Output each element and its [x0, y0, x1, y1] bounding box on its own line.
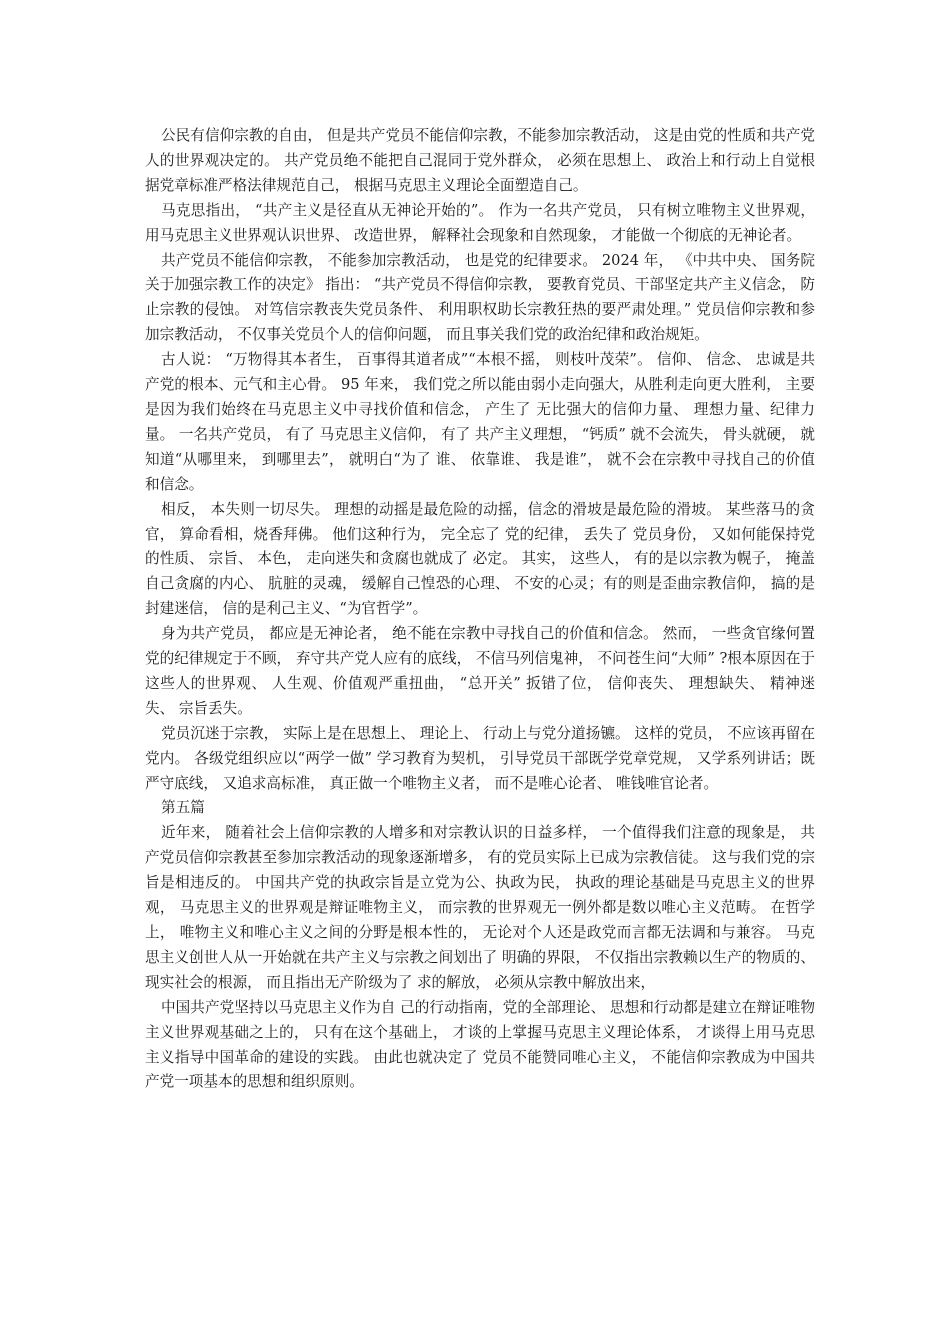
paragraph-7: 党员沉迷于宗教， 实际上是在思想上、 理论上、 行动上与党分道扬镳。 这样的党员， 不应该再留在党内。 各级党组织应以“两学一做” 学习教育为契机， 引导党员干部既学党章党规， 又学系列讲话；既严守底线， 又追求高标准， 真正做一个唯物主义者， 而不是唯心论者、 唯钱唯官论者。 — [145, 724, 815, 792]
document-body — [145, 124, 815, 1095]
paragraph-2: 马克思指出， “共产主义是径直从无神论开始的”。 作为一名共产党员， 只有树立唯物主义世界观， 用马克思主义世界观认识世界、 改造世界， 解释社会现象和自然现象， 才能做一个彻底的无神论者。 — [145, 201, 815, 244]
paragraph-4: 古人说： “万物得其本者生， 百事得其道者成”“本根不摇， 则枝叶茂荣”。 信仰、 信念、 忠诚是共产党的根本、元气和主心骨。 95 年来， 我们党之所以能由弱小走向强大，从胜利走向更大胜利， 主要是因为我们始终在马克思主义中寻找价值和信念， 产生了 无比强大的信仰力量、 理想力量、纪律力量。 一名共产党员， 有了 马克思主义信仰， 有了 共产主义理想， “钙质” 就不会流失， 骨头就硬， 就知道“从哪里来， 到哪里去”， 就明白“为了 谁、 依靠谁、 我是谁”， 就不会在宗教中寻找自己的价值和信念。 — [145, 351, 815, 493]
paragraph-1: 公民有信仰宗教的自由， 但是共产党员不能信仰宗教，不能参加宗教活动， 这是由党的性质和共产党人的世界观决定的。 共产党员绝不能把自己混同于党外群众， 必须在思想上、 政治上和行动上自觉根据党章标准严格法律规范自己， 根据马克思主义理论全面塑造自己。 — [145, 127, 815, 194]
section-heading: 第五篇 — [161, 799, 205, 817]
paragraph-6: 身为共产党员， 都应是无神论者， 绝不能在宗教中寻找自己的价值和信念。 然而， 一些贪官缘何置党的纪律规定于不顾， 弃守共产党人应有的底线， 不信马列信鬼神， 不问苍生问“大师” ?根本原因在于这些人的世界观、 人生观、价值观严重扭曲， “总开关” 扳错了位， 信仰丧失、 理想缺失、 精神迷失、 宗旨丢失。 — [145, 625, 815, 717]
paragraph-8: 近年来， 随着社会上信仰宗教的人增多和对宗教认识的日益多样， 一个值得我们注意的现象是， 共产党员信仰宗教甚至参加宗教活动的现象逐渐增多， 有的党员实际上已成为宗教信徒。 这与我们党的宗旨是相违反的。 中国共产党的执政宗旨是立党为公、执政为民， 执政的理论基础是马克思主义的世界观， 马克思主义的世界观是辩证唯物主义， 而宗教的世界观无一例外都是数以唯心主义范畴。 在哲学上， 唯物主义和唯心主义之间的分野是根本性的， 无论对个人还是政党而言都无法调和与兼容。 马克思主义创世人从一开始就在共产主义与宗教之间划出了 明确的界限， 不仅指出宗教赖以生产的物质的、 现实社会的根源， 而且指出无产阶级为了 求的解放， 必须从宗教中解放出来， — [145, 824, 815, 991]
paragraph-9: 中国共产党坚持以马克思主义作为自 己的行动指南，党的全部理论、 思想和行动都是建立在辩证唯物主义世界观基础之上的， 只有在这个基础上， 才谈的上掌握马克思主义理论体系， 才谈得上用马克思主义指导中国革命的建设的实践。 由此也就决定了 党员不能赞同唯心主义， 不能信仰宗教成为中国共产党一项基本的思想和组织原则。 — [145, 998, 815, 1091]
paragraph-3: 共产党员不能信仰宗教， 不能参加宗教活动， 也是党的纪律要求。 2024 年， 《中共中央、 国务院关于加强宗教工作的决定》 指出： “共产党员不得信仰宗教， 要教育党员、干部坚定共产主义信念， 防止宗教的侵蚀。 对笃信宗教丧失党员条件、 利用职权助长宗教狂热的要严肃处理。” 党员信仰宗教和参加宗教活动， 不仅事关党员个人的信仰问题， 而且事关我们党的政治纪律和政治规矩。 — [145, 251, 815, 344]
paragraph-5: 相反， 本失则一切尽失。 理想的动摇是最危险的动摇，信念的滑坡是最危险的滑坡。 某些落马的贪官， 算命看相，烧香拜佛。 他们这种行为， 完全忘了 党的纪律， 丢失了 党员身份， 又如何能保持党的性质、 宗旨、 本色， 走向迷失和贪腐也就成了 必定。 其实， 这些人， 有的是以宗教为幌子， 掩盖自己贪腐的内心、 肮脏的灵魂， 缓解自己惶恐的心理、 不安的心灵；有的则是歪曲宗教信仰， 搞的是封建迷信， 信的是利己主义、“为官哲学”。 — [145, 500, 815, 618]
